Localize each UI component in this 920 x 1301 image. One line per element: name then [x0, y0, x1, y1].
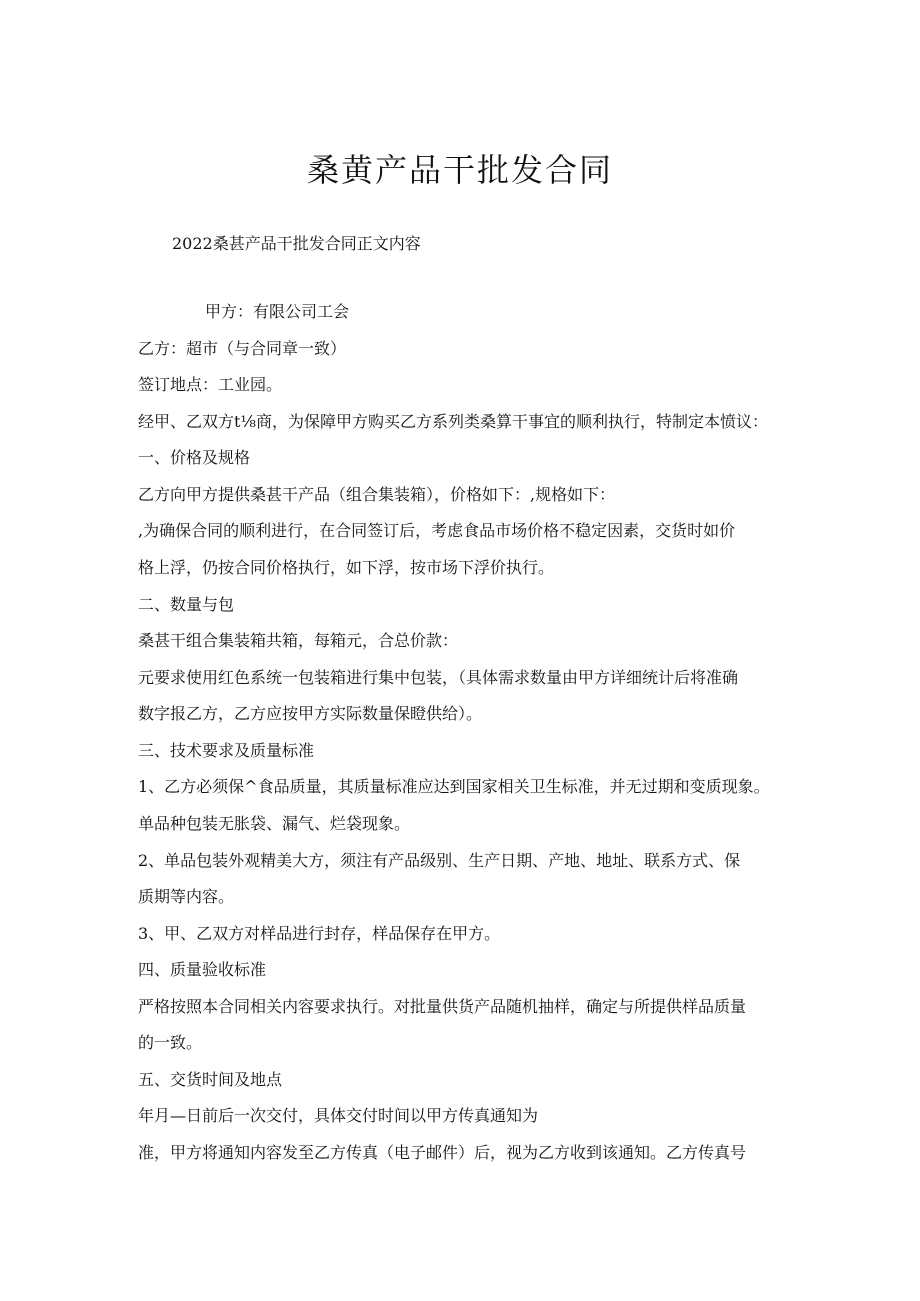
body-paragraph-line: 年月—日前后一次交付，具体交付时间以甲方传真通知为 — [138, 1106, 539, 1125]
body-paragraph-line: 准，甲方将通知内容发至乙方传真（电子邮件）后，视为乙方收到该通知。乙方传真号 — [138, 1143, 747, 1162]
body-paragraph-line: 格上浮，仍按合同价格执行，如下浮，按市场下浮价执行。 — [138, 558, 555, 577]
section-heading-delivery: 五、交货时间及地点 — [138, 1070, 283, 1089]
section-heading-acceptance: 四、质量验收标准 — [138, 960, 267, 979]
signing-location-line: 签订地点：工业园。 — [138, 375, 283, 394]
body-paragraph-line: 3、甲、乙双方对样品进行封存，样品保存在甲方。 — [138, 924, 501, 943]
body-paragraph-line: 质期等内容。 — [138, 887, 235, 906]
body-paragraph-line: 严格按照本合同相关内容要求执行。对批量供货产品随机抽样，确定与所提供样品质量 — [138, 997, 747, 1016]
body-paragraph-line: 2、单品包装外观精美大方，须注有产品级别、生产日期、产地、地址、联系方式、保 — [138, 851, 741, 870]
document-subtitle: 2022桑甚产品干批发合同正文内容 — [172, 234, 421, 253]
body-paragraph-line: 元要求使用红色系统一包装箱进行集中包装，（具体需求数量由甲方详细统计后将准确 — [138, 668, 739, 687]
document-title: 桑黄产品干批发合同 — [306, 151, 613, 189]
party-a-line: 甲方：有限公司工会 — [205, 302, 350, 321]
body-paragraph-line: ,为确保合同的顺利进行，在合同签订后，考虑食品市场价格不稳定因素，交货时如价 — [138, 521, 736, 540]
body-paragraph-line: 数字报乙方，乙方应按甲方实际数量保瞪供给）。 — [138, 704, 483, 723]
section-heading-price: 一、价格及规格 — [138, 448, 251, 467]
body-paragraph-line: 乙方向甲方提供桑甚干产品（组合集装箱），价格如下：,规格如下： — [138, 485, 616, 504]
party-b-line: 乙方：超市（与合同章一致） — [138, 339, 347, 358]
section-heading-quality: 三、技术要求及质量标准 — [138, 741, 315, 760]
body-paragraph-line: 桑甚干组合集装箱共箱，每箱元，合总价款： — [138, 631, 459, 650]
preamble-paragraph: 经甲、乙双方t⅛商，为保障甲方购买乙方系列类桑算干事宜的顺利执行，特制定本愤议： — [138, 412, 768, 431]
body-paragraph-line: 单品种包装无胀袋、漏气、烂袋现象。 — [138, 814, 411, 833]
body-paragraph-line: 的一致。 — [138, 1033, 203, 1052]
section-heading-quantity: 二、数量与包 — [138, 595, 235, 614]
body-paragraph-line: 1、乙方必须保^食品质量，其质量标准应达到国家相关卫生标准，并无过期和变质现象。 — [138, 777, 770, 796]
